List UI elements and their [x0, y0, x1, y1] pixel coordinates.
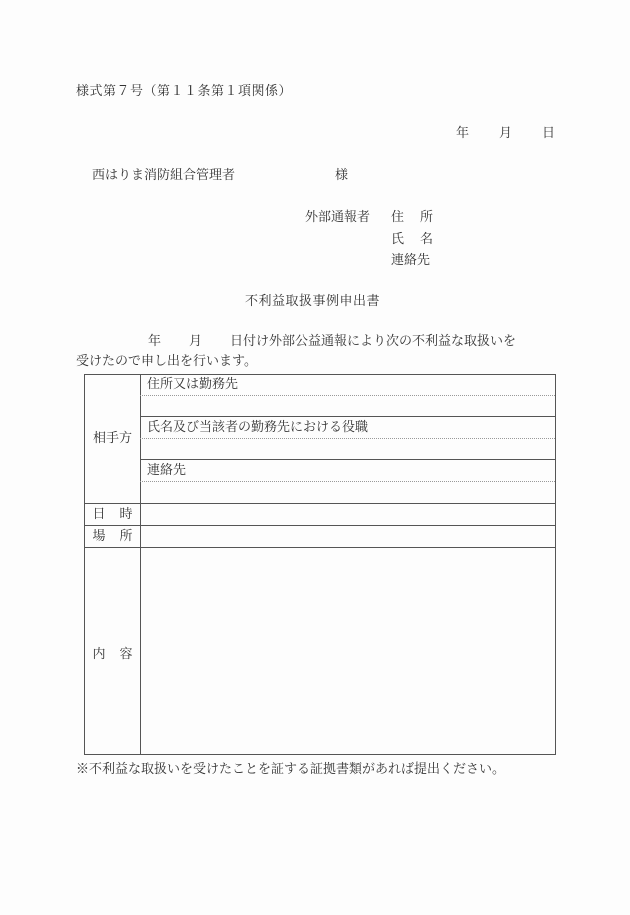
place-input[interactable] [147, 528, 547, 546]
counterparty-address-label: 住所又は勤務先 [147, 377, 239, 392]
intro-line-2: 受けたので申し出を行います。 [76, 354, 257, 369]
date-year-label: 年 [456, 126, 470, 141]
row-divider [85, 525, 555, 526]
counterparty-name-input[interactable] [147, 440, 547, 458]
content-header-char-2: 容 [119, 647, 133, 662]
reporter-name-char-1: 氏 [391, 232, 405, 247]
reporter-name-label [391, 232, 433, 248]
datetime-header [85, 507, 140, 523]
form-number: 様式第７号（第１１条第１項関係） [76, 84, 293, 99]
row-divider [85, 547, 555, 548]
addressee-suffix: 様 [335, 168, 349, 183]
counterparty-name-label: 氏名及び当該者の勤務先における役職 [147, 420, 369, 435]
reporter-address-char-2: 所 [419, 210, 433, 225]
intro-year: 年 [148, 334, 162, 349]
footnote: ※不利益な取扱いを受けたことを証する証拠書類があれば提出ください。 [76, 762, 506, 777]
intro-month: 月 [189, 334, 203, 349]
counterparty-contact-label: 連絡先 [147, 463, 187, 478]
date-month-label: 月 [499, 126, 513, 141]
counterparty-contact-input[interactable] [147, 483, 547, 501]
addressee-name: 西はりま消防組合管理者 [92, 168, 236, 183]
content-input[interactable] [147, 553, 547, 749]
content-header-char-1: 内 [92, 647, 106, 662]
counterparty-address-input[interactable] [147, 397, 547, 415]
document-title: 不利益取扱事例申出書 [245, 294, 381, 309]
dotted-divider [140, 395, 555, 396]
dotted-divider [140, 481, 555, 482]
reporter-address-label [391, 210, 433, 226]
content-header [85, 647, 140, 663]
place-header-char-1: 場 [92, 529, 106, 544]
report-table [84, 374, 556, 755]
date-line [456, 126, 555, 142]
datetime-header-char-1: 日 [92, 507, 106, 522]
addressee [92, 168, 349, 184]
datetime-input[interactable] [147, 506, 547, 524]
reporter-contact-label: 連絡先 [391, 253, 431, 268]
intro-text: 日付け外部公益通報により次の不利益な取扱いを [230, 334, 517, 349]
datetime-header-char-2: 時 [119, 507, 133, 522]
dotted-divider [140, 438, 555, 439]
row-divider [85, 503, 555, 504]
row-divider [140, 459, 555, 460]
reporter-address-char-1: 住 [391, 210, 405, 225]
row-divider [140, 416, 555, 417]
place-header [85, 529, 140, 545]
date-day-label: 日 [542, 126, 556, 141]
place-header-char-2: 所 [119, 529, 133, 544]
reporter-label: 外部通報者 [305, 210, 371, 225]
reporter-name-char-2: 名 [419, 232, 433, 247]
counterparty-header: 相手方 [92, 431, 132, 446]
column-divider [140, 375, 141, 754]
intro-line-1 [148, 334, 516, 350]
